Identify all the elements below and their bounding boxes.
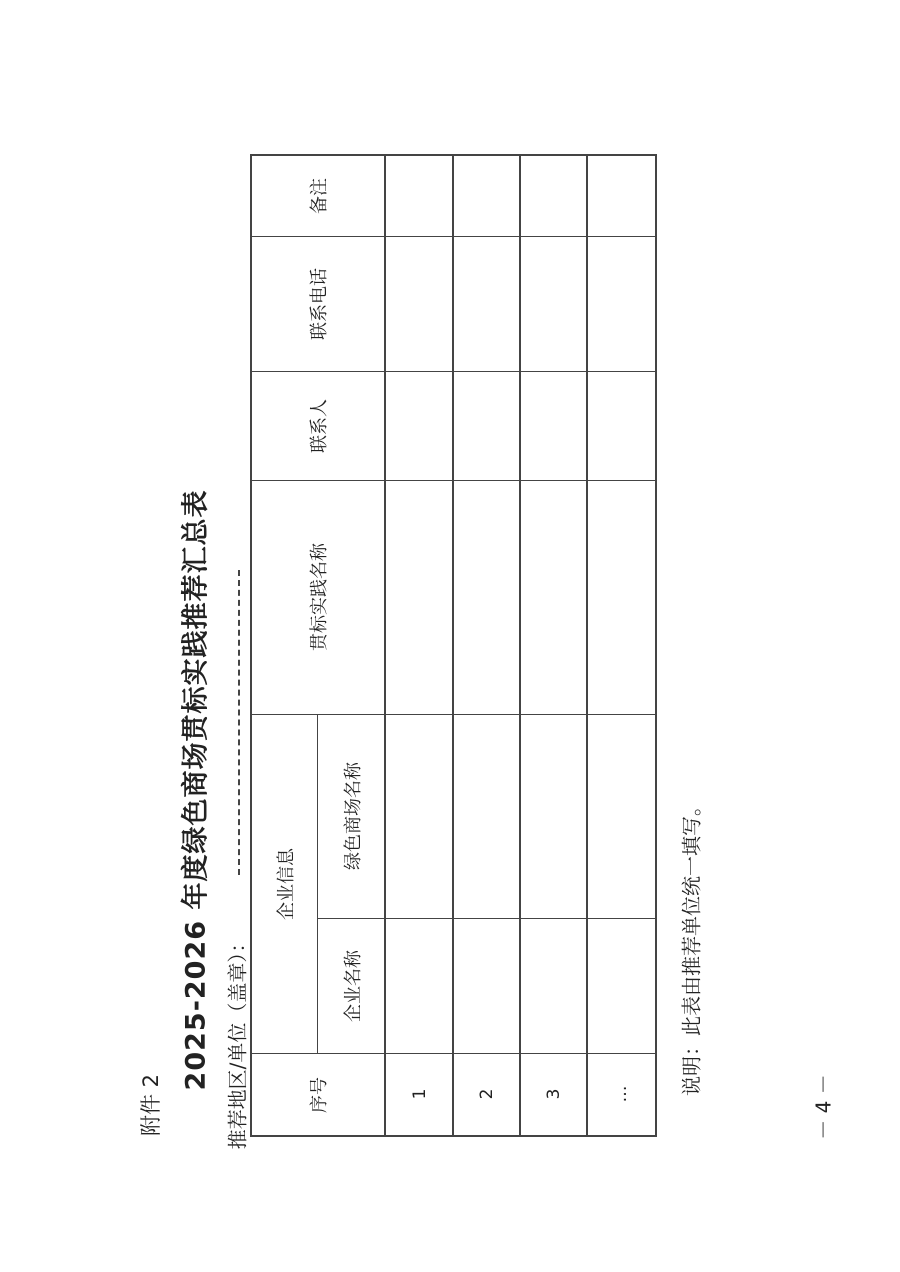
column-divider [250,714,656,715]
row-divider [519,154,521,1137]
row-divider [452,154,454,1137]
header-company-info: 企业信息 [276,848,297,920]
signature-blank-line [238,570,240,875]
row-index: 3 [544,1088,564,1100]
row-index: 2 [477,1088,497,1100]
header-contact: 联系人 [309,399,330,453]
header-index: 序号 [309,1077,330,1113]
page-number: － 4 － [811,1074,836,1140]
table-border-left [250,154,252,1137]
row-divider [384,154,386,1137]
region-label: 推荐地区/单位（盖章）： [225,932,250,1150]
row-index: 1 [410,1088,430,1100]
header-mall-name: 绿色商场名称 [343,762,364,870]
column-divider [250,1053,656,1054]
table-border-right [655,154,657,1137]
row-index: … [611,1085,631,1103]
row-divider [586,154,588,1137]
header-practice-name: 贯标实践名称 [309,543,330,651]
page-title: 2025-2026 年度绿色商场贯标实践推荐汇总表 [180,489,212,1091]
column-divider [250,371,656,372]
column-divider [317,918,656,919]
table-note: 说明：此表由推荐单位统一填写。 [679,796,704,1096]
column-divider [250,480,656,481]
header-subdivider [317,715,318,1053]
header-remark: 备注 [309,178,330,214]
annex-label: 附件 2 [139,1073,163,1137]
header-company-name: 企业名称 [343,950,364,1022]
column-divider [250,236,656,237]
header-phone: 联系电话 [309,268,330,340]
